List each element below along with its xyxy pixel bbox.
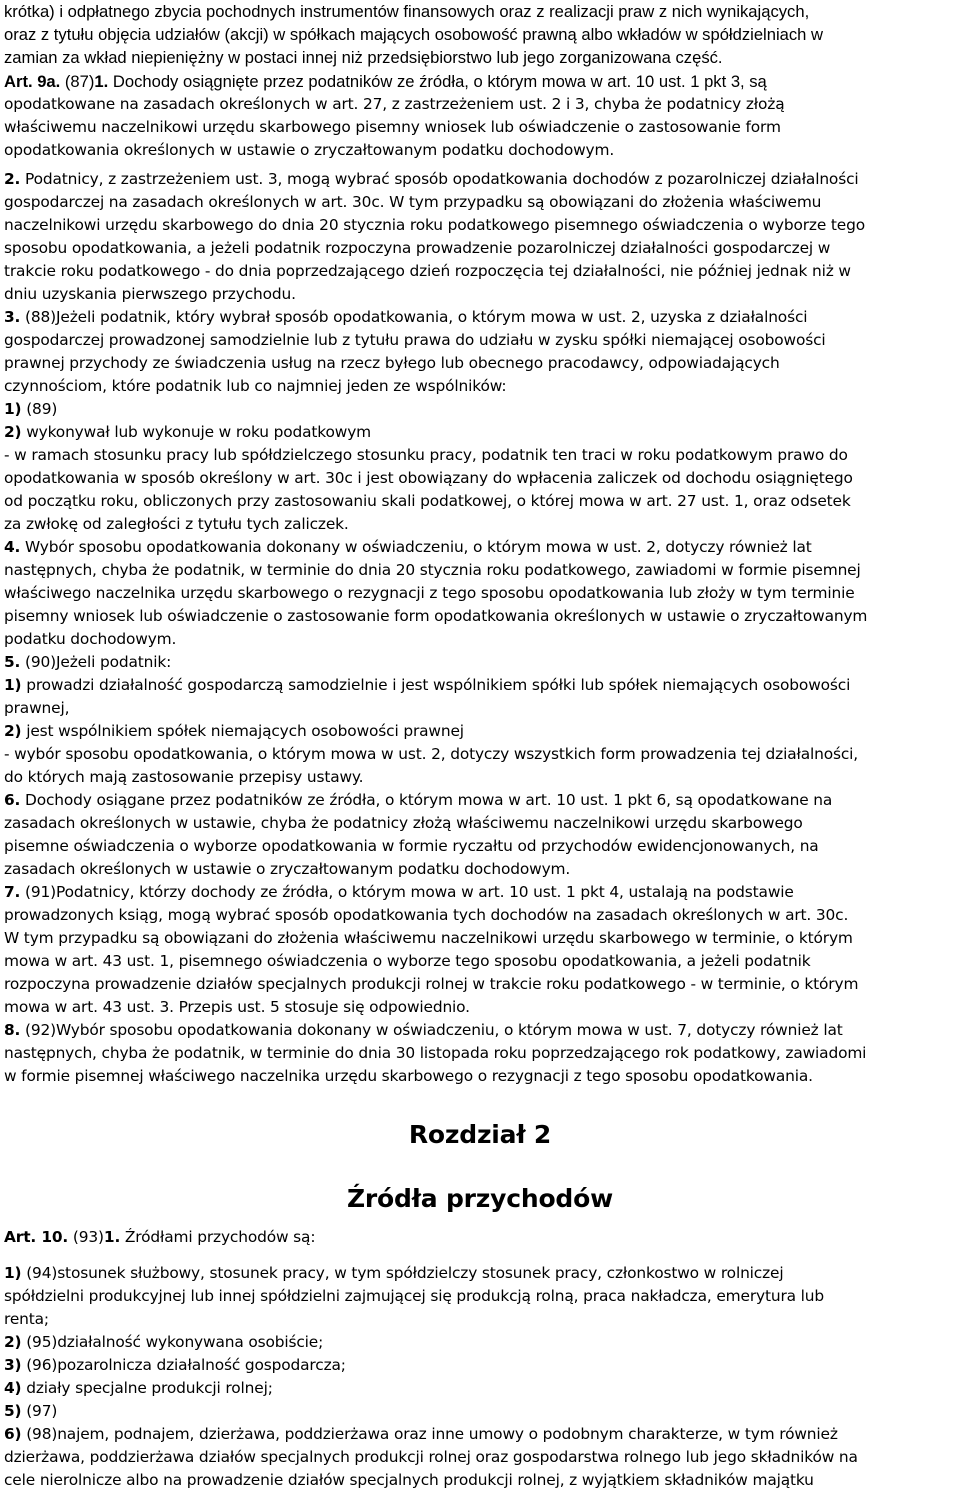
footnote-ref: (93): [68, 1228, 104, 1246]
chapter-title: Rozdział 2: [408, 1120, 552, 1149]
text-line: do których mają zastosowanie przepisy ustawy.: [4, 768, 364, 786]
paragraph-number: 8.: [4, 1021, 21, 1039]
list-item: [4, 398, 57, 421]
paragraph-number: 6.: [4, 791, 21, 809]
text-line: prawnej przychody ze świadczenia usług na rzecz byłego lub obecnego pracodawcy, odpowiadających: [4, 354, 780, 372]
text-line: spółdzielni produkcyjnej lub innej spółdzielni zajmującej się produkcją rolną, praca nakładcza, emerytura lub: [4, 1287, 825, 1305]
item-text: (98)najem, podnajem, dzierżawa, poddzierżawa oraz inne umowy o podobnym charakterze, w tym również: [21, 1425, 838, 1443]
item-text: działy specjalne produkcji rolnej;: [21, 1379, 273, 1397]
paragraph-number: 1.: [94, 72, 109, 91]
text-line: mowa w art. 43 ust. 3. Przepis ust. 5 stosuje się odpowiednio.: [4, 998, 470, 1016]
text-line: następnych, chyba że podatnik, w terminie do dnia 20 stycznia roku podatkowego, zawiadomi w formie pisemnej: [4, 561, 861, 579]
text-line: oraz z tytułu objęcia udziałów (akcji) w spółkach mających osobowość prawną albo wkładów w spółdzielniach w: [4, 25, 824, 44]
text-line: od początku roku, obliczonych przy zastosowaniu skali podatkowej, o której mowa w art. 27 ust. 1, oraz odsetek: [4, 492, 851, 510]
paragraph-6-line: [4, 789, 832, 812]
paragraph-text: (90)Jeżeli podatnik:: [20, 653, 172, 671]
paragraph-number: 2.: [4, 170, 21, 188]
article-9a-line: [4, 70, 767, 93]
paragraph-number: 7.: [4, 883, 21, 901]
item-number: 4): [4, 1379, 22, 1397]
text-line: opodatkowane na zasadach określonych w art. 27, z zastrzeżeniem ust. 2 i 3, chyba że podatnicy złożą: [4, 95, 785, 113]
paragraph-5-line: [4, 651, 171, 674]
paragraph-4-line: [4, 536, 812, 559]
paragraph-8-line: [4, 1019, 843, 1042]
article-10-line: [4, 1226, 315, 1249]
text-line: czynnościom, które podatnik lub co najmniej jeden ze wspólników:: [4, 377, 507, 395]
text-line: naczelnikowi urzędu skarbowego do dnia 20 stycznia roku podatkowego pisemnego oświadczenia o wyborze tego: [4, 216, 865, 234]
paragraph-number: 3.: [4, 308, 21, 326]
text-line: prawnej,: [4, 699, 70, 717]
item-number: 3): [4, 1356, 22, 1374]
text-line: zamian za wkład niepieniężny w postaci innej niż przedsiębiorstwo lub jego zorganizowana część.: [4, 48, 723, 67]
item-text: (95)działalność wykonywana osobiście;: [21, 1333, 324, 1351]
text-line: gospodarczej na zasadach określonych w art. 30c. W tym przypadku są obowiązani do złożenia właściwemu: [4, 193, 822, 211]
item-number: 2): [4, 722, 22, 740]
paragraph-text: (91)Podatnicy, którzy dochody ze źródła, o którym mowa w art. 10 ust. 1 pkt 4, ustalają na podstawie: [20, 883, 794, 901]
text-line: opodatkowania określonych w ustawie o zryczałtowanym podatku dochodowym.: [4, 141, 615, 159]
item-number: 2): [4, 1333, 22, 1351]
item-number: 1): [4, 400, 22, 418]
text-line: - w ramach stosunku pracy lub spółdzielczego stosunku pracy, podatnik ten traci w roku podatkowym prawo do: [4, 446, 848, 464]
paragraph-number: 4.: [4, 538, 21, 556]
paragraph-text: Źródłami przychodów są:: [120, 1228, 316, 1246]
paragraph-number: 1.: [103, 1228, 121, 1246]
list-item: [4, 1423, 838, 1446]
item-text: jest wspólnikiem spółek niemających osobowości prawnej: [21, 722, 464, 740]
text-line: renta;: [4, 1310, 49, 1328]
list-item: [4, 1262, 784, 1285]
list-item: [4, 720, 464, 743]
text-line: - wybór sposobu opodatkowania, o którym mowa w ust. 2, dotyczy wszystkich form prowadzenia tej działalności,: [4, 745, 859, 763]
text-line: sposobu opodatkowania, a jeżeli podatnik rozpoczyna prowadzenie pozarolniczej działalności gospodarczej w: [4, 239, 831, 257]
paragraph-text: Wybór sposobu opodatkowania dokonany w oświadczeniu, o którym mowa w ust. 2, dotyczy również lat: [20, 538, 812, 556]
item-text: (94)stosunek służbowy, stosunek pracy, w tym spółdzielczy stosunek pracy, członkostwo w rolniczej: [21, 1264, 784, 1282]
text-line: trakcie roku podatkowego - do dnia poprzedzającego dzień rozpoczęcia tej działalności, nie później jednak niż w: [4, 262, 851, 280]
text-line: prowadzonych ksiąg, mogą wybrać sposób opodatkowania tych dochodów na zasadach określonych w art. 30c.: [4, 906, 849, 924]
text-line: właściwemu naczelnikowi urzędu skarbowego pisemny wniosek lub oświadczenie o zastosowanie form: [4, 118, 781, 136]
article-label: Art. 10.: [4, 1228, 69, 1246]
item-number: 5): [4, 1402, 22, 1420]
list-item: [4, 1354, 346, 1377]
paragraph-3-line: [4, 306, 807, 329]
list-item: [4, 1377, 273, 1400]
item-text: (96)pozarolnicza działalność gospodarcza;: [21, 1356, 346, 1374]
text-line: pisemne oświadczenia o wyborze opodatkowania w formie ryczałtu od przychodów ewidencjonowanych, na: [4, 837, 819, 855]
item-text: prowadzi działalność gospodarczą samodzielnie i jest wspólnikiem spółki lub spółek niemających osobowości: [21, 676, 851, 694]
paragraph-text: (88)Jeżeli podatnik, który wybrał sposób opodatkowania, o którym mowa w ust. 2, uzyska z działalności: [20, 308, 808, 326]
item-text: (97): [21, 1402, 58, 1420]
chapter-subtitle: Źródła przychodów: [346, 1184, 613, 1213]
text-line: cele nierolnicze albo na prowadzenie działów specjalnych produkcji rolnej, z wyjątkiem składników majątku: [4, 1471, 814, 1489]
text-line: pisemny wniosek lub oświadczenie o zastosowanie form opodatkowania określonych w ustawie o zryczałtowanym: [4, 607, 868, 625]
list-item: [4, 1400, 57, 1423]
paragraph-number: 5.: [4, 653, 21, 671]
text-line: gospodarczej prowadzonej samodzielnie lub z tytułu prawa do udziału w zysku spółki niemającej osobowości: [4, 331, 826, 349]
text-line: zasadach określonych w ustawie o zryczałtowanym podatku dochodowym.: [4, 860, 571, 878]
paragraph-text: Podatnicy, z zastrzeżeniem ust. 3, mogą wybrać sposób opodatkowania dochodów z pozarolniczej działalności: [20, 170, 859, 188]
item-number: 6): [4, 1425, 22, 1443]
item-text: (89): [21, 400, 58, 418]
paragraph-text: Dochody osiągnięte przez podatników ze źródła, o którym mowa w art. 10 ust. 1 pkt 3, są: [108, 72, 767, 91]
paragraph-text: Dochody osiągane przez podatników ze źródła, o którym mowa w art. 10 ust. 1 pkt 6, są opodatkowane na: [20, 791, 833, 809]
list-item: [4, 674, 850, 697]
text-line: rozpoczyna prowadzenie działów specjalnych produkcji rolnej w trakcie roku podatkowego - w terminie, o którym: [4, 975, 859, 993]
item-text: wykonywał lub wykonuje w roku podatkowym: [21, 423, 371, 441]
text-line: opodatkowania w sposób określony w art. 30c i jest obowiązany do wpłacenia zaliczek od dochodu osiągniętego: [4, 469, 853, 487]
text-line: właściwego naczelnika urzędu skarbowego o rezygnacji z tego sposobu opodatkowania lub złoży w tym terminie: [4, 584, 855, 602]
text-line: mowa w art. 43 ust. 1, pisemnego oświadczenia o wyborze tego sposobu opodatkowania, a jeżeli podatnik: [4, 952, 811, 970]
item-number: 1): [4, 1264, 22, 1282]
list-item: [4, 1331, 323, 1354]
item-number: 1): [4, 676, 22, 694]
text-line: krótka) i odpłatnego zbycia pochodnych instrumentów finansowych oraz z realizacji praw z nich wynikających,: [4, 2, 810, 21]
text-line: W tym przypadku są obowiązani do złożenia właściwemu naczelnikowi urzędu skarbowego w terminie, o którym: [4, 929, 853, 947]
list-item: [4, 421, 371, 444]
paragraph-2-line: [4, 168, 859, 191]
text-line: zasadach określonych w ustawie, chyba że podatnicy złożą właściwemu naczelnikowi urzędu skarbowego: [4, 814, 803, 832]
text-line: podatku dochodowym.: [4, 630, 177, 648]
item-number: 2): [4, 423, 22, 441]
paragraph-7-line: [4, 881, 794, 904]
text-line: za zwłokę od zaległości z tytułu tych zaliczek.: [4, 515, 349, 533]
text-line: dniu uzyskania pierwszego przychodu.: [4, 285, 296, 303]
footnote-ref: (87): [64, 72, 95, 91]
text-line: dzierżawa, poddzierżawa działów specjalnych produkcji rolnej oraz gospodarstwa rolnego lub jego składników na: [4, 1448, 858, 1466]
article-label: Art. 9a.: [4, 72, 61, 91]
paragraph-text: (92)Wybór sposobu opodatkowania dokonany w oświadczeniu, o którym mowa w ust. 7, dotyczy również lat: [20, 1021, 843, 1039]
text-line: w formie pisemnej właściwego naczelnika urzędu skarbowego o rezygnacji z tego sposobu opodatkowania.: [4, 1067, 813, 1085]
text-line: następnych, chyba że podatnik, w terminie do dnia 30 listopada roku poprzedzającego rok podatkowy, zawiadomi: [4, 1044, 867, 1062]
